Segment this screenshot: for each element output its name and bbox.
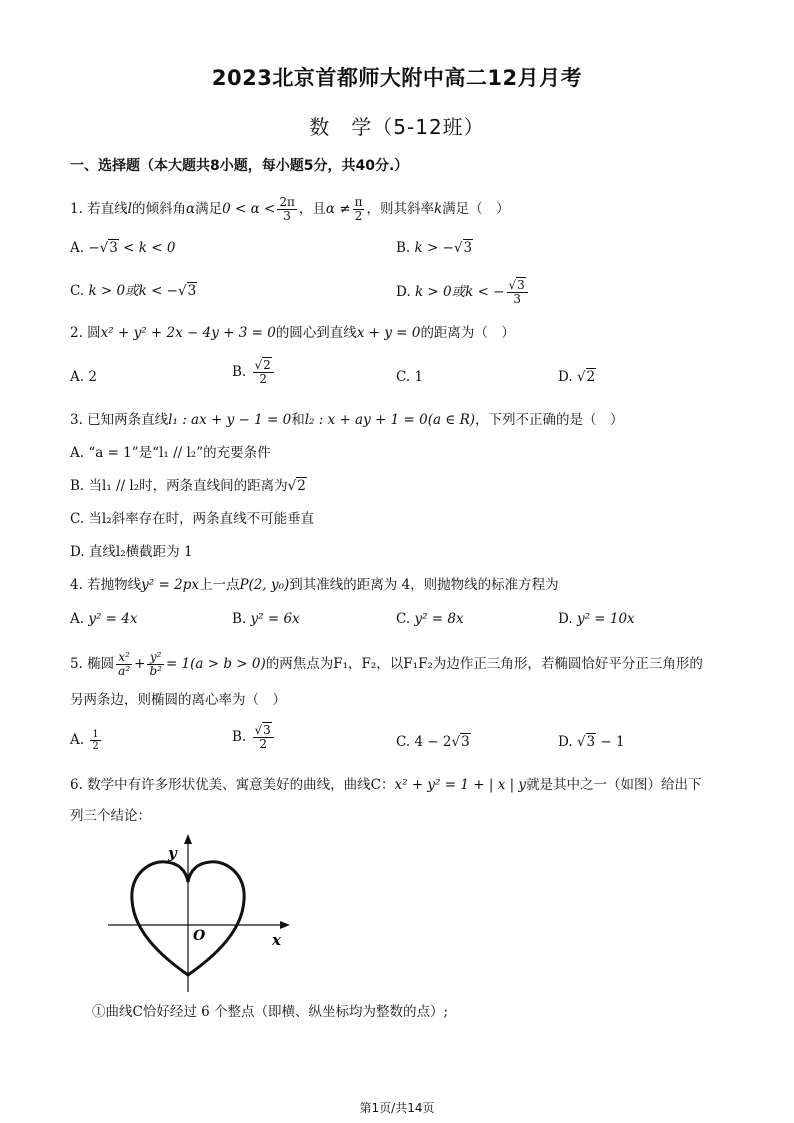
sqrt: √3 (576, 734, 596, 750)
sqrt: √2 (287, 478, 306, 494)
question-4-option-c: C. y² = 8x (396, 611, 464, 627)
sqrt: √2 (576, 369, 596, 385)
graph-origin-label: O (193, 928, 206, 944)
fraction: $\frac{2\pi}{3}$ (279, 195, 295, 223)
question-6-conclusion-1: ①曲线C恰好经过 6 个整点（即横、纵坐标均为整数的点）; (92, 1004, 449, 1020)
question-4-option-d: D. y² = 10x (558, 611, 635, 627)
question-2-option-c: C. 1 (396, 369, 424, 385)
question-3-option-c: C. 当l₂斜率存在时，两条直线不可能垂直 (70, 511, 315, 527)
question-5-stem: 5. 椭圆 $\frac{\text{x²}}{\text{a²}}$ + $\frac{\text{y²}}{\text{b²}}$ = 1(a > b > 0)的两焦点为F₁，F₂，以F₁F₂为边作正三角形，若椭圆恰好平分正三角形的 (70, 650, 703, 678)
question-4-option-a: A. y² = 4x (70, 611, 138, 627)
question-5-option-c: C. 4 − 2√3 (396, 734, 470, 750)
question-3-stem: 3. 已知两条直线l₁ : ax + y − 1 = 0和l₂ : x + ay + 1 = 0(a ∈ R)，下列不正确的是（ ） (70, 412, 624, 428)
question-4-stem: 4. 若抛物线y² = 2px上一点P(2, y₀)到其准线的距离为 4，则抛物线的标准方程为 (70, 577, 559, 593)
question-5-stem-continued: 另两条边，则椭圆的离心率为（ ） (70, 692, 286, 708)
page-footer: 第1页/共14页 (359, 1101, 435, 1115)
y-axis-arrow-icon (184, 834, 192, 844)
graph-x-label: x (272, 931, 281, 949)
question-5-option-d: D. √3 − 1 (558, 734, 625, 750)
question-2-stem: 2. 圆x² + y² + 2x − 4y + 3 = 0的圆心到直线x + y = 0的距离为（ ） (70, 325, 515, 341)
fraction: $\frac{1}{2}$ (92, 729, 99, 752)
x-axis-arrow-icon (280, 921, 290, 929)
question-6-stem: 6. 数学中有许多形状优美、寓意美好的曲线，曲线C：x² + y² = 1 + | x | y就是其中之一（如图）给出下 (70, 777, 702, 793)
question-5-option-a: A. $\frac{1}{2}$ (70, 729, 99, 752)
question-2-option-a: A. 2 (70, 369, 97, 385)
question-4-option-b: B. y² = 6x (232, 611, 300, 627)
fraction: $\frac{√2}{2}$ (253, 359, 274, 386)
question-1-option-a: A. −√3 < k < 0 (70, 240, 176, 256)
fraction: $\frac{√3}{2}$ (253, 724, 274, 751)
question-3-option-d: D. 直线l₂横截距为 1 (70, 544, 193, 560)
question-6-stem-continued: 列三个结论： (70, 808, 151, 824)
question-3-option-b: B. 当l₁ // l₂时，两条直线间的距离为√2 (70, 478, 306, 494)
fraction: $\frac{\pi}{2}$ (354, 195, 363, 223)
question-5-option-b: B. $\frac{√3}{2}$ (232, 724, 276, 751)
heart-curve-graph (100, 830, 300, 995)
page-title: 2023北京首都师大附中高二12月月考 (211, 66, 583, 90)
question-1-option-d: D. k > 0或k < − $\frac{√3}{3}$ (396, 279, 530, 306)
fraction: $\frac{\text{y²}}{\text{b²}}$ (149, 650, 162, 678)
fraction: $\frac{√3}{3}$ (507, 279, 528, 306)
question-1-option-c: C. k > 0或k < −√3 (70, 283, 197, 299)
page-subtitle: 数 学（5-12班） (309, 115, 485, 139)
fraction: $\frac{\text{x²}}{\text{a²}}$ (118, 650, 131, 678)
graph-y-label: y (168, 844, 177, 862)
question-2-option-b: B. $\frac{√2}{2}$ (232, 359, 276, 386)
section-heading: 一、选择题（本大题共8小题，每小题5分，共40分.） (70, 158, 409, 174)
sqrt: √3 (451, 734, 470, 750)
question-3-option-a: A. “a = 1”是“l₁ // l₂”的充要条件 (70, 445, 271, 461)
sqrt: √3 (453, 240, 473, 256)
question-1-option-b: B. k > −√3 (396, 240, 473, 256)
question-1-stem: 1. 若直线l的倾斜角α满足0 < α < $\frac{2\pi}{3}$ ，且α ≠ $\frac{\pi}{2}$ ，则其斜率k满足（ ） (70, 195, 510, 223)
sqrt: √3 (178, 283, 197, 299)
question-2-option-d: D. √2 (558, 369, 596, 385)
sqrt: √3 (99, 240, 118, 256)
